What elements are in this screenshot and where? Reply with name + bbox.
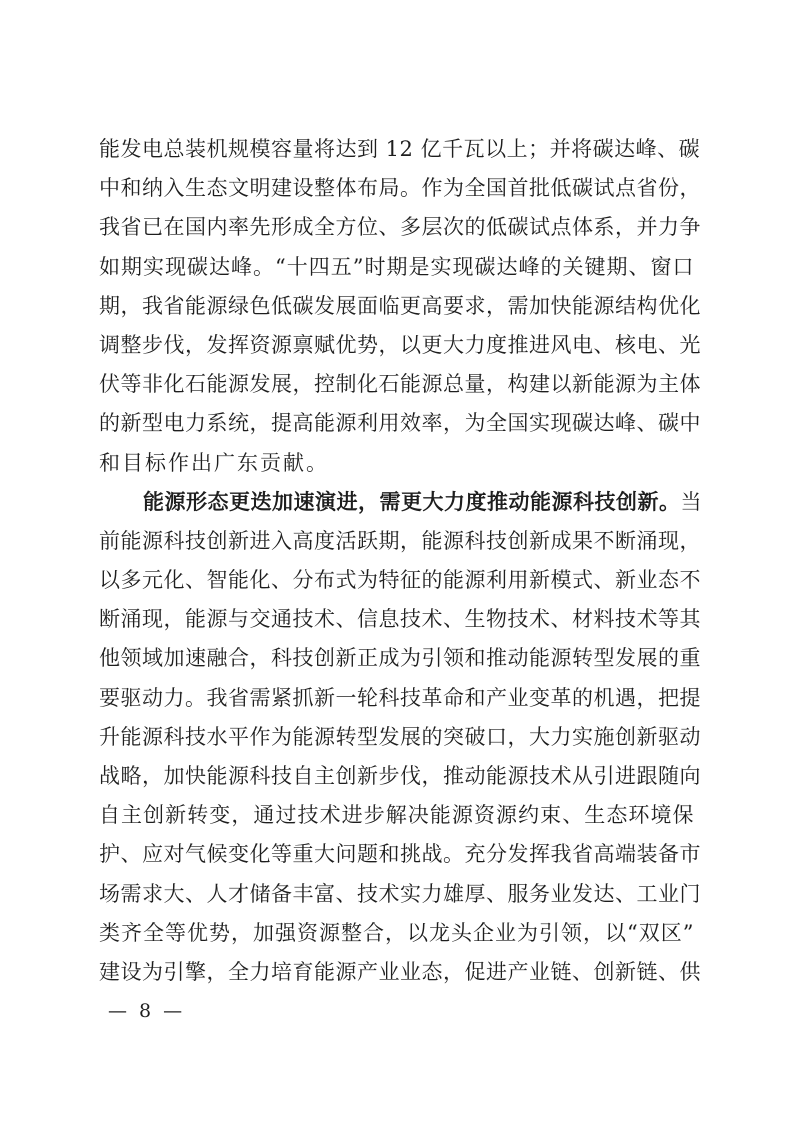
text-line: 期，我省能源绿色低碳发展面临更高要求，需加快能源结构优化 (99, 293, 701, 318)
paragraph-1 (99, 130, 701, 483)
text-line: 自主创新转变，通过技术进步解决能源资源约束、生态环境保 (99, 803, 694, 828)
text-line: 建设为引擎，全力培育能源产业业态，促进产业链、创新链、供 (99, 959, 701, 984)
page-number: — 8 — (108, 1000, 186, 1022)
text-line: 断涌现，能源与交通技术、信息技术、生物技术、材料技术等其 (99, 607, 701, 632)
text-line: 护、应对气候变化等重大问题和挑战。充分发挥我省高端装备市 (99, 842, 701, 867)
text-line: 场需求大、人才储备丰富、技术实力雄厚、服务业发达、工业门 (99, 881, 701, 906)
paragraph-2 (99, 483, 702, 992)
lead-tail-text: 当 (680, 489, 702, 514)
text-line: 我省已在国内率先形成全方位、多层次的低碳试点体系，并力争 (99, 215, 701, 240)
text-line: 中和纳入生态文明建设整体布局。作为全国首批低碳试点省份， (99, 176, 701, 201)
text-line: 的新型电力系统，提高能源利用效率，为全国实现碳达峰、碳中 (99, 411, 701, 436)
text-line: 如期实现碳达峰。“十四五”时期是实现碳达峰的关键期、窗口 (99, 254, 694, 279)
text-line: 和目标作出广东贡献。 (99, 450, 329, 475)
text-line: 能发电总装机规模容量将达到 12 亿千瓦以上；并将碳达峰、碳 (99, 137, 701, 161)
bold-lead-sentence: 能源形态更迭加速演进，需更大力度推动能源科技创新。 (143, 489, 681, 514)
paragraph-lead-line (99, 483, 702, 522)
text-line: 以多元化、智能化、分布式为特征的能源利用新模式、新业态不 (99, 568, 701, 593)
text-line: 调整步伐，发挥资源禀赋优势，以更大力度推进风电、核电、光 (99, 332, 701, 357)
text-line: 升能源科技水平作为能源转型发展的突破口，大力实施创新驱动 (99, 724, 701, 749)
text-line: 他领域加速融合，科技创新正成为引领和推动能源转型发展的重 (99, 646, 701, 671)
text-line: 要驱动力。我省需紧抓新一轮科技革命和产业变革的机遇，把提 (99, 685, 701, 710)
document-body (99, 130, 702, 992)
text-line: 类齐全等优势，加强资源整合，以龙头企业为引领，以“双区” (99, 920, 694, 945)
text-line: 战略，加快能源科技自主创新步伐，推动能源技术从引进跟随向 (99, 764, 701, 788)
text-line: 前能源科技创新进入高度活跃期，能源科技创新成果不断涌现， (99, 528, 701, 553)
text-line: 伏等非化石能源发展，控制化石能源总量，构建以新能源为主体 (99, 372, 701, 397)
